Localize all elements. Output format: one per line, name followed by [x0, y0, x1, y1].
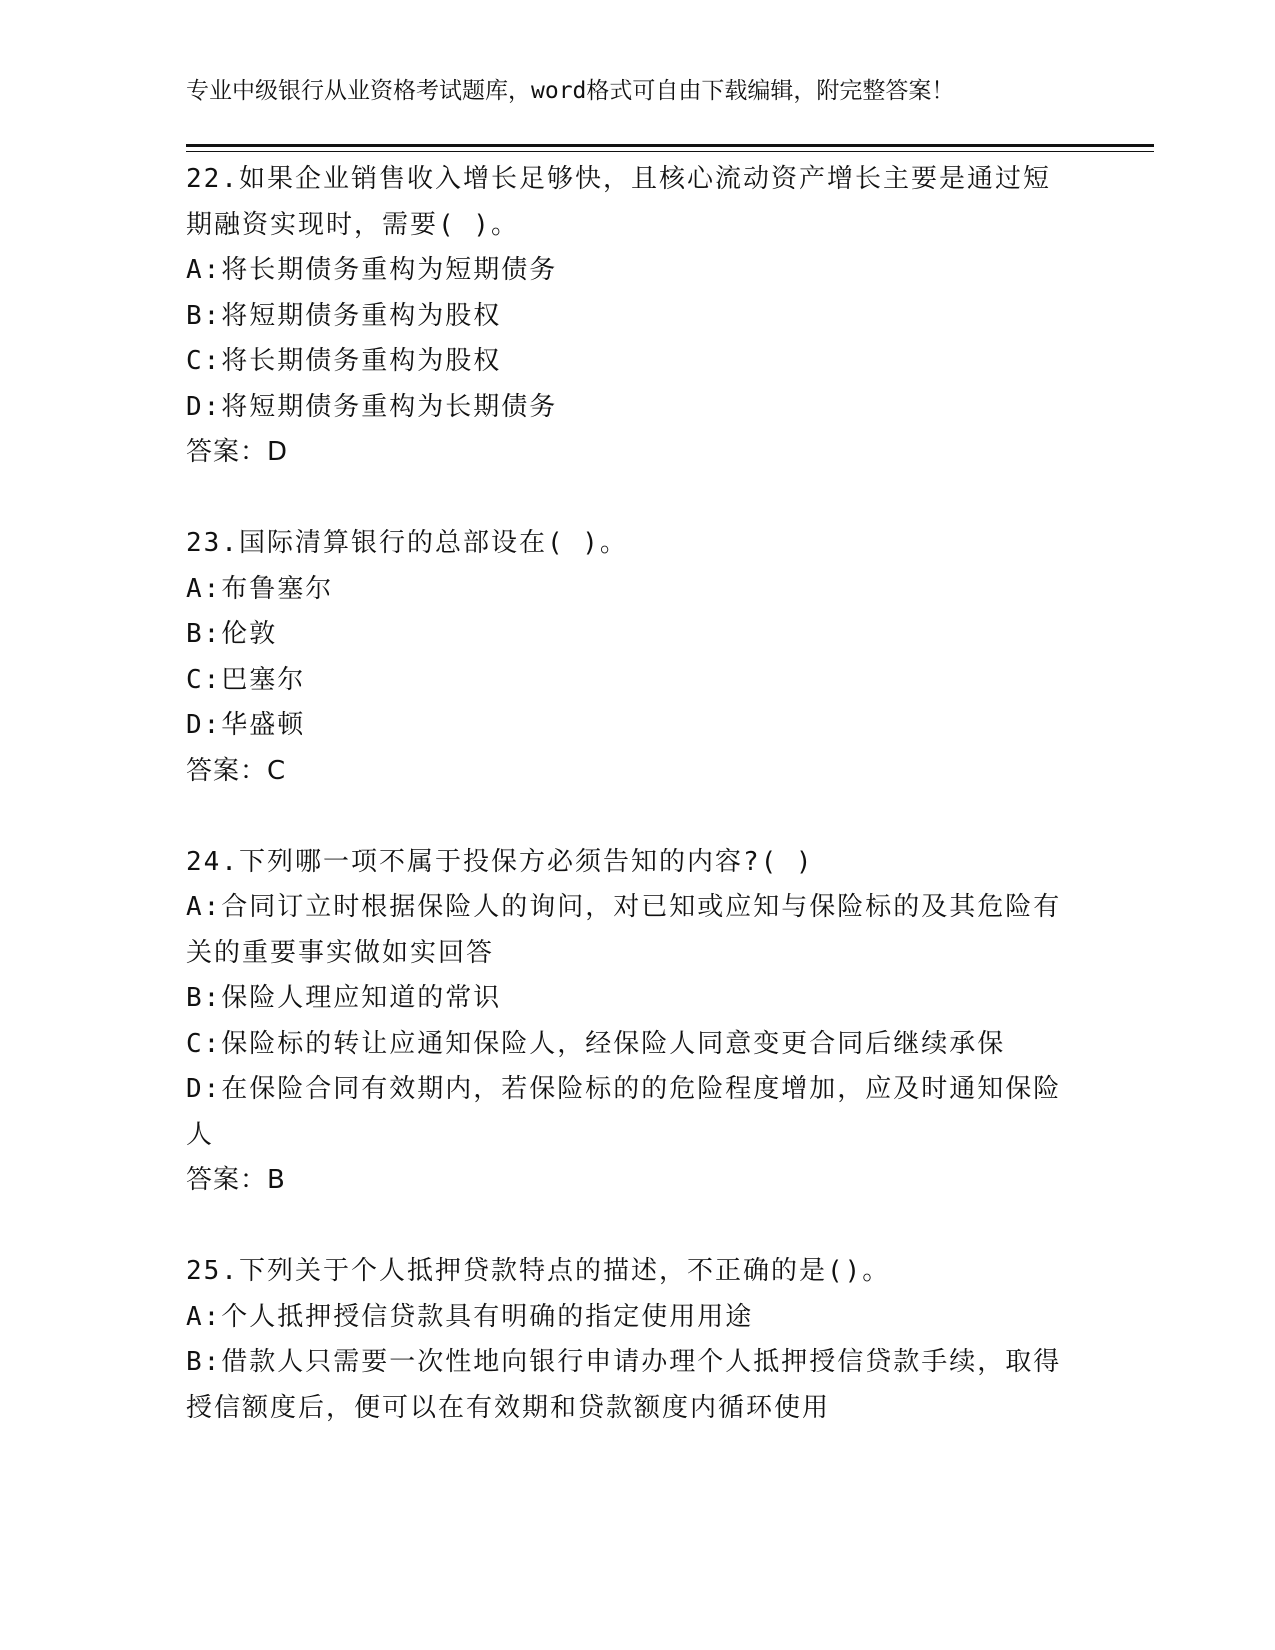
- question-list: [186, 157, 1076, 1477]
- option-d: D:将短期债务重构为长期债务: [186, 391, 558, 422]
- answer: 答案：C: [186, 755, 287, 786]
- answer: 答案：B: [186, 1165, 286, 1195]
- option-b: B:伦敦: [186, 619, 278, 649]
- answer: 答案：D: [186, 437, 289, 467]
- header-rule-thick: [186, 144, 1154, 147]
- question-25: [186, 1249, 1076, 1431]
- option-a: A:合同订立时根据保险人的询问，对已知或应知与保险标的及其危险有关的重要事实做如实回答: [186, 892, 1062, 968]
- option-a: A:个人抵押授信贷款具有明确的指定使用用途: [186, 1301, 754, 1332]
- question-stem: 23.国际清算银行的总部设在( )。: [186, 528, 628, 558]
- option-c: C:将长期债务重构为股权: [186, 346, 502, 376]
- option-d: D:在保险合同有效期内，若保险标的的危险程度增加，应及时通知保险人: [186, 1074, 1062, 1150]
- question-23: [186, 521, 1076, 794]
- option-b: B:将短期债务重构为股权: [186, 300, 502, 331]
- option-d: D:华盛顿: [186, 710, 306, 740]
- question-stem: 22.如果企业销售收入增长足够快，且核心流动资产增长主要是通过短期融资实现时，需要( )。: [186, 164, 1051, 240]
- question-stem: 25.下列关于个人抵押贷款特点的描述，不正确的是()。: [186, 1256, 891, 1286]
- question-24: [186, 840, 1076, 1204]
- option-a: A:将长期债务重构为短期债务: [186, 255, 558, 285]
- option-c: C:保险标的转让应通知保险人，经保险人同意变更合同后继续承保: [186, 1028, 1006, 1059]
- header-rule-thin: [186, 151, 1154, 152]
- page-header: 专业中级银行从业资格考试题库，word格式可自由下载编辑，附完整答案！: [186, 78, 955, 104]
- option-a: A:布鲁塞尔: [186, 573, 334, 604]
- question-22: [186, 157, 1076, 476]
- option-b: B:借款人只需要一次性地向银行申请办理个人抵押授信贷款手续，取得授信额度后，便可以在有效期和贷款额度内循环使用: [186, 1347, 1062, 1423]
- option-b: B:保险人理应知道的常识: [186, 983, 502, 1013]
- option-c: C:巴塞尔: [186, 664, 306, 695]
- question-stem: 24.下列哪一项不属于投保方必须告知的内容?( ): [186, 846, 814, 877]
